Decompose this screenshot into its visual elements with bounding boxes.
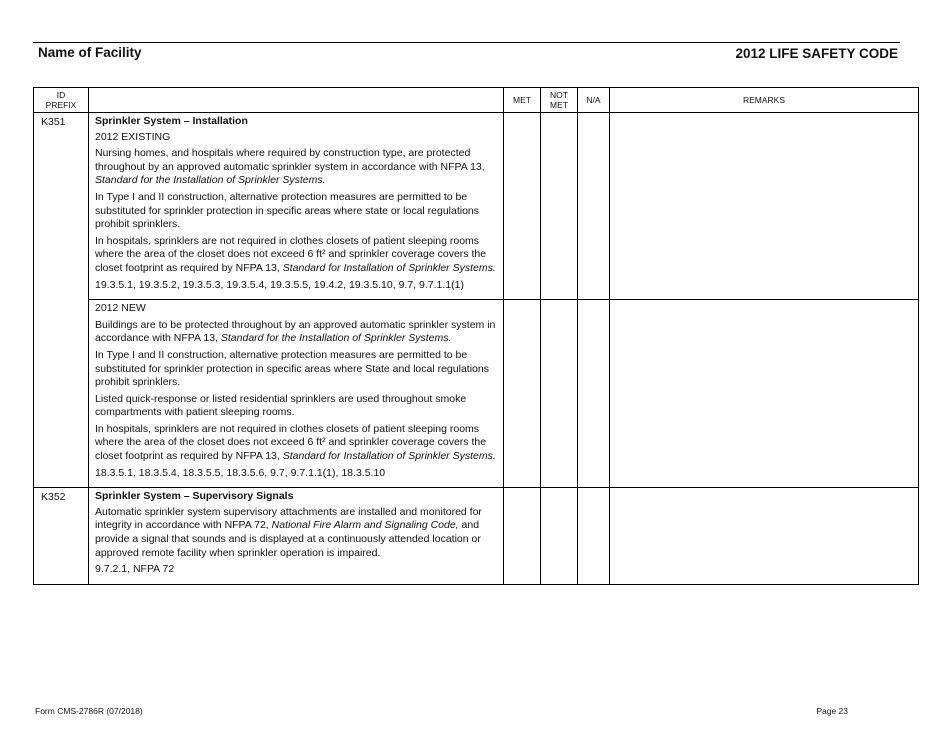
id-prefix-header (34, 88, 89, 113)
id-header-line2: PREFIX (45, 100, 77, 110)
requirement-paragraph: Listed quick-response or listed residential sprinklers are used throughout smoke compartments with patient sleeping rooms. (95, 392, 467, 419)
na-header: N/A (578, 88, 610, 113)
requirement-text-cell (89, 300, 504, 488)
remarks-cell[interactable] (610, 488, 919, 585)
remarks-cell[interactable] (610, 113, 919, 300)
requirement-paragraph: Nursing homes, and hospitals where required by construction type, are protected throughout by an approved automatic sprinkler system in accordance with NFPA 13, Standard for the Installation of Sprinkler Systems. (95, 147, 485, 187)
met-cell[interactable] (504, 300, 541, 488)
na-cell[interactable] (578, 488, 610, 585)
not-met-header-line1: NOT (550, 90, 568, 100)
table-header-row (34, 88, 919, 113)
code-references: 9.7.2.1, NFPA 72 (95, 563, 175, 576)
table-row (34, 488, 919, 585)
form-id-footer: Form CMS-2786R (07/2018) (35, 706, 143, 716)
edition-heading: 2012 EXISTING (95, 130, 171, 143)
na-cell[interactable] (578, 113, 610, 300)
not-met-cell[interactable] (541, 488, 578, 585)
remarks-cell[interactable] (610, 300, 919, 488)
header-rule (33, 42, 900, 43)
code-references: 18.3.5.1, 18.3.5.4, 18.3.5.5, 18.3.5.6, 9.7, 9.7.1.1(1), 18.3.5.10 (95, 466, 386, 479)
requirement-paragraph: In hospitals, sprinklers are not required in clothes closets of patient sleeping rooms where the area of the closet does not exceed 6 ft² and sprinkler coverage covers the closet footprint as required by NFPA 13, Standard for Installation of Sprinkler Systems. (95, 234, 496, 274)
code-title: 2012 LIFE SAFETY CODE (735, 46, 898, 61)
requirement-paragraph: Buildings are to be protected throughout by an approved automatic sprinkler system in accordance with NFPA 13, Standard for the Installation of Sprinkler Systems. (95, 318, 496, 345)
requirement-paragraph: Automatic sprinkler system supervisory attachments are installed and monitored for integrity in accordance with NFPA 72, National Fire Alarm and Signaling Code, and provide a signal that sounds and is displayed at a continuously attended location or approved remote facility when sprinkler operation is impaired. (95, 505, 482, 559)
requirement-title: Sprinkler System – Installation (95, 115, 248, 127)
id-prefix-cell: K351 (34, 113, 89, 488)
met-cell[interactable] (504, 488, 541, 585)
requirement-paragraph: In Type I and II construction, alternative protection measures are permitted to be substituted for sprinkler protection in specific areas where State and local regulations prohibit sprinklers. (95, 348, 489, 389)
requirement-text-cell (89, 113, 504, 300)
edition-heading: 2012 NEW (95, 302, 146, 315)
not-met-header (541, 88, 578, 113)
requirement-text-cell (89, 488, 504, 585)
id-prefix-cell: K352 (34, 488, 89, 585)
not-met-cell[interactable] (541, 113, 578, 300)
survey-table (33, 87, 919, 585)
not-met-cell[interactable] (541, 300, 578, 488)
remarks-header: REMARKS (610, 88, 919, 113)
met-cell[interactable] (504, 113, 541, 300)
requirement-paragraph: In Type I and II construction, alternative protection measures are permitted to be substituted for sprinkler protection in specific areas where state or local regulations prohibit sprinklers. (95, 190, 480, 231)
description-header (89, 88, 504, 113)
requirement-paragraph: In hospitals, sprinklers are not required in clothes closets of patient sleeping rooms where the area of the closet does not exceed 6 ft² and sprinkler coverage covers the closet footprint as required by NFPA 13, Standard for Installation of Sprinkler Systems. (95, 422, 496, 463)
table-row (34, 300, 919, 488)
met-header: MET (504, 88, 541, 113)
code-references: 19.3.5.1, 19.3.5.2, 19.3.5.3, 19.3.5.4, 19.3.5.5, 19.4.2, 19.3.5.10, 9.7, 9.7.1.1(1) (95, 278, 464, 291)
page-number: Page 23 (816, 706, 848, 716)
facility-name-label: Name of Facility (38, 45, 142, 60)
na-cell[interactable] (578, 300, 610, 488)
requirement-title: Sprinkler System – Supervisory Signals (95, 490, 294, 503)
id-header-line1: ID (56, 90, 66, 100)
table-row (34, 113, 919, 300)
not-met-header-line2: MET (550, 100, 568, 110)
